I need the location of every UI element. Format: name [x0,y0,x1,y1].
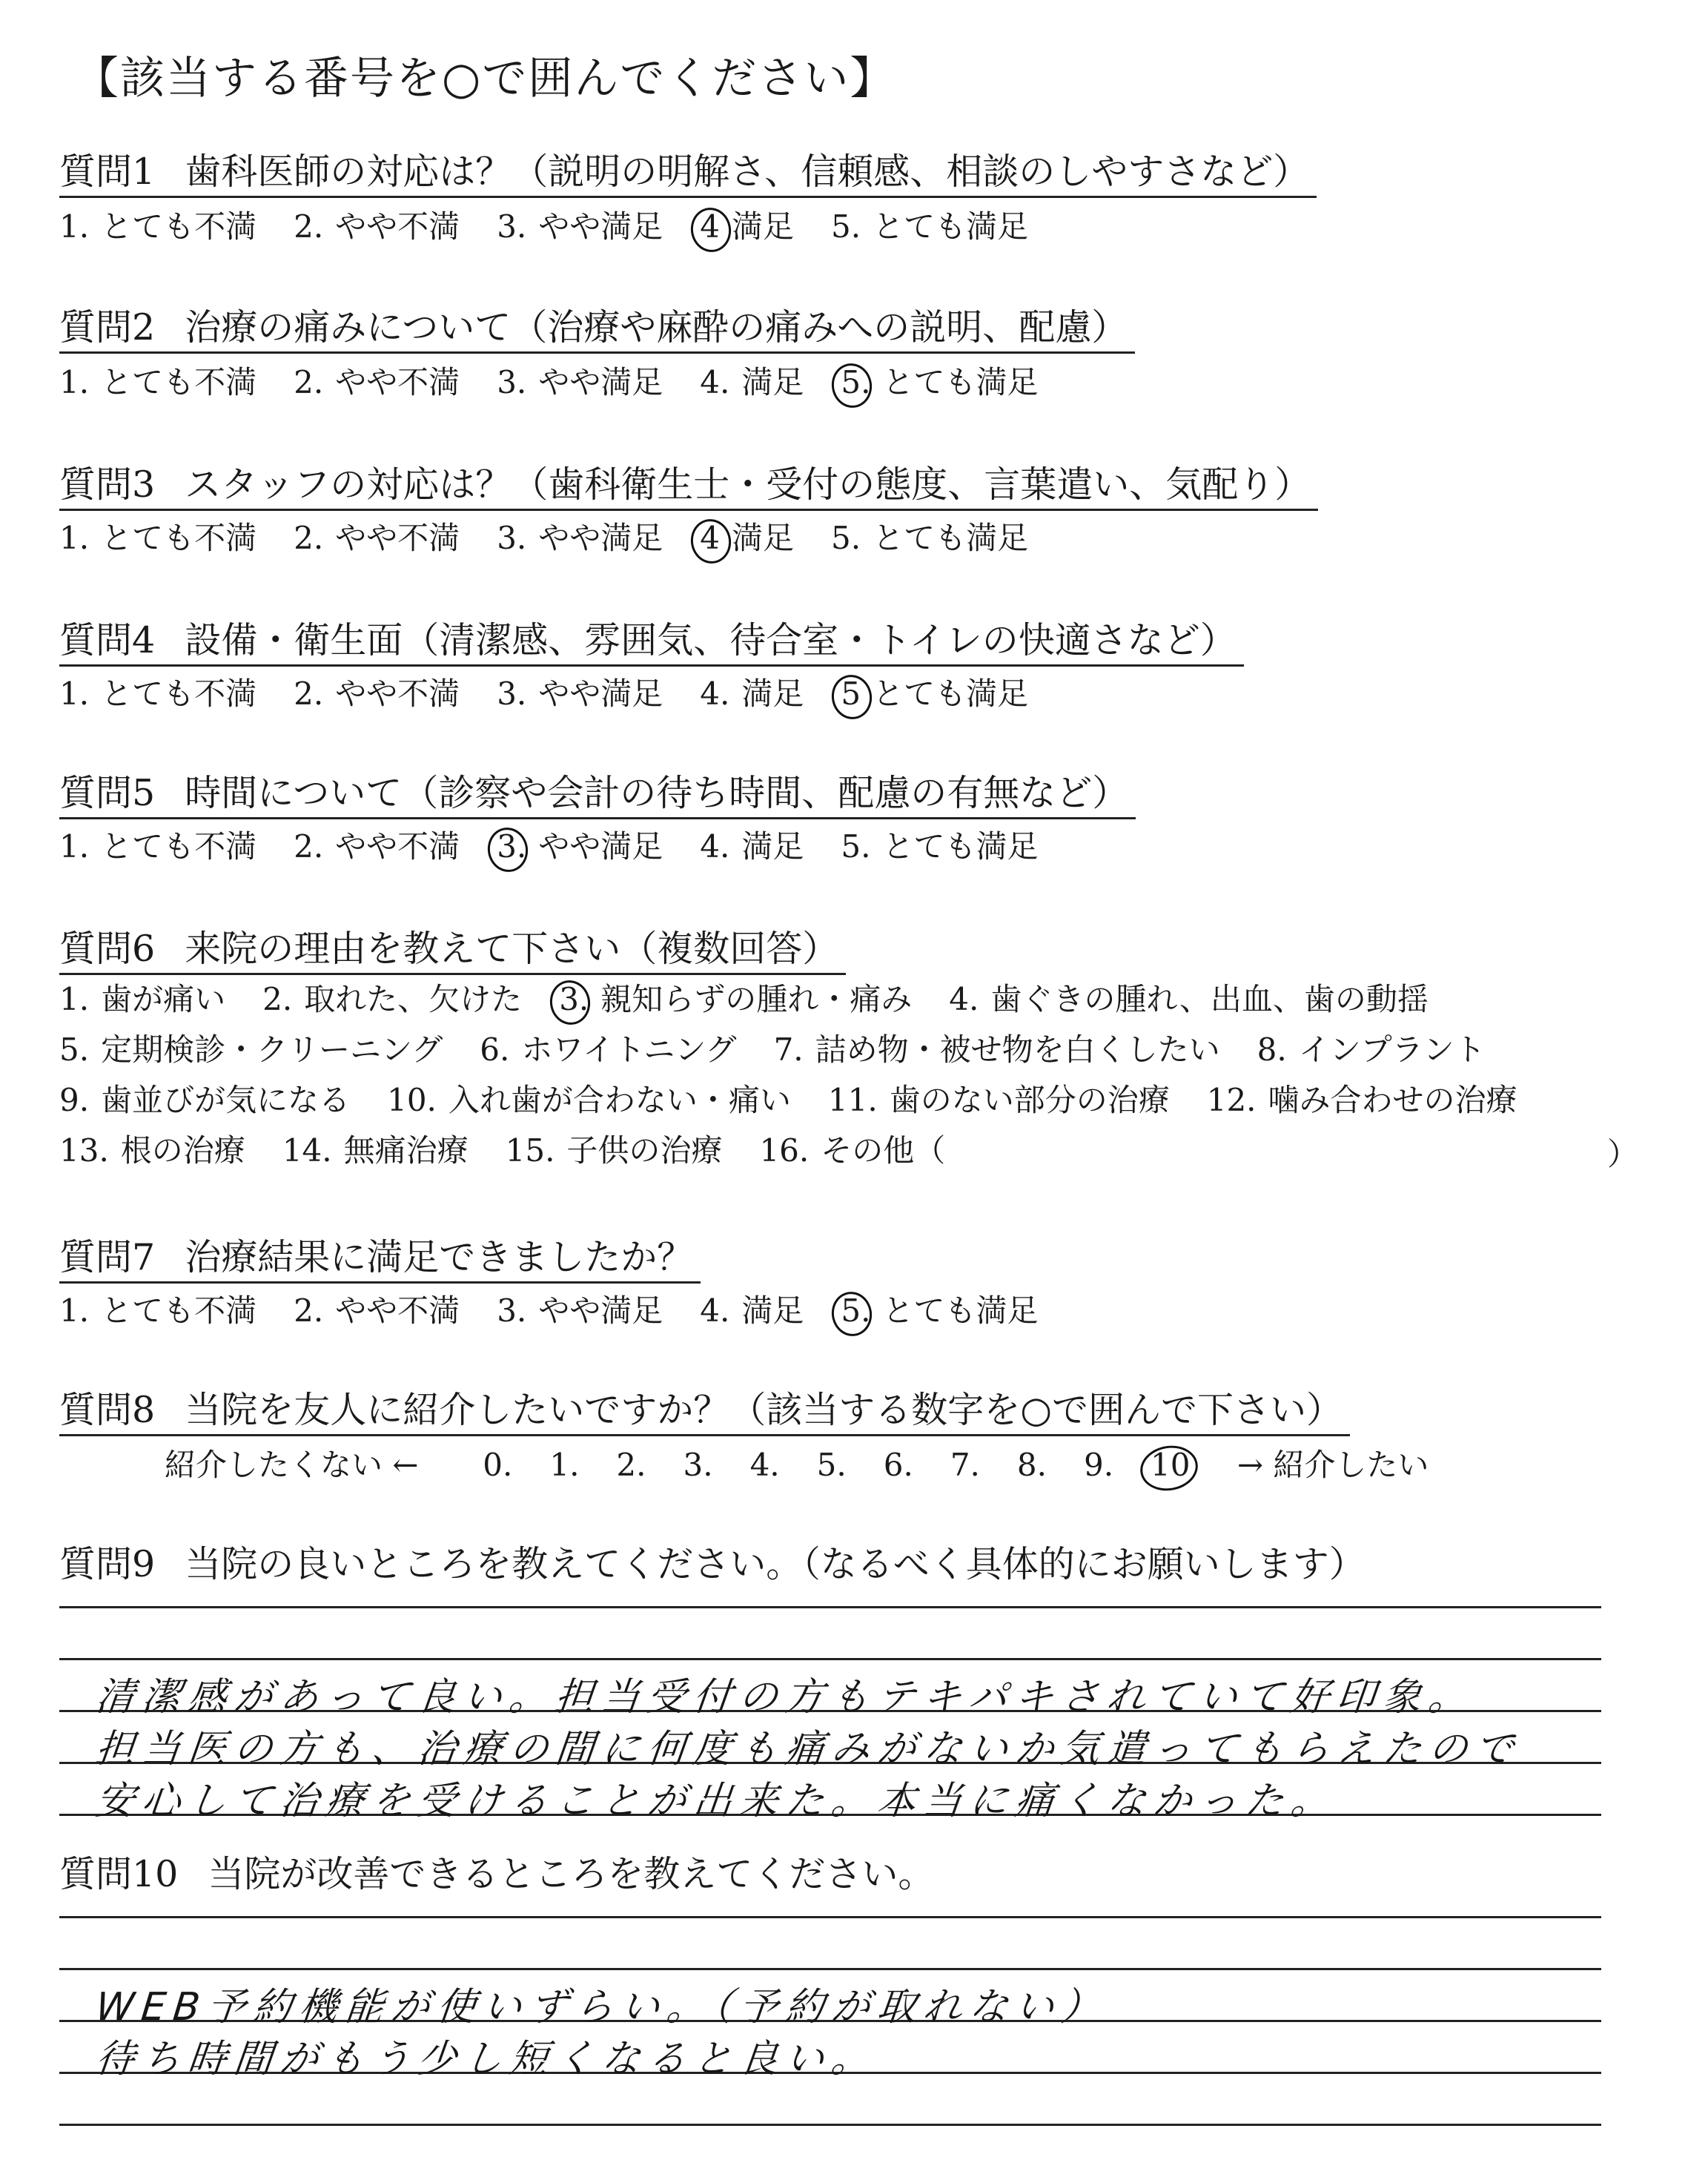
question-number: 質問5 [59,772,156,814]
answer-option [774,1029,1220,1071]
answer-option [831,206,1028,248]
option-number: 4. [700,364,730,400]
option-label: やや満足 [538,1292,663,1329]
option-label: とても不満 [101,676,257,712]
option-label: とても満足 [882,1292,1039,1329]
option-label: とても不満 [101,828,257,865]
option-label: ホワイトニング [521,1031,737,1068]
option-number: 4. [700,1292,730,1329]
option-number: 2. [294,520,324,556]
option-label: 親知らずの腫れ・痛み [600,981,913,1017]
question-3-options [59,518,1065,559]
handwritten-answer-line: WEB予約機能が使いずらい。（予約が取れない） [93,1985,1110,2029]
question-1-options [59,206,1065,248]
scale-left-label: 紹介したくない ← [165,1447,419,1483]
option-number: 4. [949,981,979,1017]
option-number: 5. [841,828,871,865]
option-number: 3. [497,1292,527,1329]
option-number: 2. [262,981,293,1017]
question-1-heading [59,148,1317,198]
answer-option [506,1130,723,1172]
question-6-options-row [59,979,1466,1020]
handwritten-answer-line: 清潔感があって良い。担当受付の方もテキパキされていて好印象。 [93,1675,1477,1720]
option-label: やや不満 [335,676,460,712]
answer-option [497,1290,663,1332]
answer-option [59,1290,256,1332]
option-label: 子供の治療 [566,1132,723,1169]
handwritten-answer-line: 安心して治療を受けることが出来た。本当に痛くなかった。 [93,1779,1340,1823]
answer-option [59,362,256,403]
answer-option [700,826,804,868]
option-number-circled: 4 [700,518,720,559]
recommend-scale [165,1444,1429,1486]
answer-option [700,673,804,715]
option-label: 根の治療 [120,1132,245,1169]
question-4-options [59,673,1065,715]
answer-option [59,673,256,715]
option-number: 1. [59,520,90,556]
scale-value: 1. [549,1447,580,1483]
answer-option [294,206,460,248]
scale-value: 4. [749,1447,780,1483]
option-label: とても満足 [882,828,1039,865]
option-label: 満足 [732,208,795,245]
scale-value: 2. [616,1447,646,1483]
option-label: 歯のない部分の治療 [889,1082,1170,1118]
option-number: 12. [1206,1082,1257,1118]
question-6-heading [59,925,846,975]
option-label: 歯ぐきの腫れ、出血、歯の動揺 [990,981,1429,1017]
option-label: とても不満 [101,1292,257,1329]
scale-value: 8. [1016,1447,1047,1483]
scale-value: 0. [483,1447,513,1483]
answer-option [282,1130,469,1172]
question-10-heading [59,1851,941,1898]
option-number: 1. [59,208,90,245]
answer-option [294,826,460,868]
option-number: 6. [480,1031,510,1068]
question-number: 質問7 [59,1236,156,1278]
scale-value: 9. [1083,1447,1114,1483]
question-7-heading [59,1234,701,1284]
question-text: 設備・衛生面（清潔感、雰囲気、待合室・トイレの快適さなど） [185,619,1237,661]
answer-option [294,362,460,403]
answer-option [59,206,256,248]
question-number: 質問10 [59,1853,179,1895]
option-number: 14. [282,1132,332,1169]
answer-option [480,1029,736,1071]
answer-option [949,979,1429,1020]
question-number: 質問4 [59,619,156,661]
answer-option [294,518,460,559]
question-text: 治療の痛みについて（治療や麻酔の痛みへの説明、配慮） [185,306,1128,349]
answer-option [841,1290,1038,1332]
answer-option [700,206,794,248]
answer-option [700,1290,804,1332]
question-2-options [59,362,1075,403]
answer-option [841,673,1028,715]
option-number-circled: 3. [559,979,589,1020]
option-number: 2. [294,676,324,712]
answer-option [294,673,460,715]
option-label: 満足 [741,364,804,400]
answer-option [700,362,804,403]
option-label: やや満足 [538,828,663,865]
option-number: 2. [294,208,324,245]
answer-option [497,826,663,868]
option-label: やや不満 [335,828,460,865]
option-number: 13. [59,1132,109,1169]
question-number: 質問6 [59,928,156,970]
answer-option [831,518,1028,559]
answer-line [59,1916,1601,1918]
option-label: 無痛治療 [343,1132,469,1169]
answer-option [59,518,256,559]
option-label: 歯並びが気になる [101,1082,351,1118]
answer-option [828,1080,1170,1121]
option-number: 4. [700,828,730,865]
handwritten-answer-line: 待ち時間がもう少し短くなると良い。 [93,2037,880,2081]
option-label: やや不満 [335,1292,460,1329]
scale-value-circled: 10 [1151,1444,1190,1486]
option-label: とても満足 [873,208,1029,245]
scale-right-label: → 紹介したい [1237,1447,1429,1483]
option-number: 15. [505,1132,555,1169]
option-number: 7. [773,1031,804,1068]
scale-value: 7. [950,1447,980,1483]
option-label: やや満足 [538,208,663,245]
handwritten-answer-line: 担当医の方も、治療の間に何度も痛みがないか気遣ってもらえたので [93,1727,1523,1771]
option-number: 2. [294,1292,324,1329]
option-number-circled: 5. [841,362,870,403]
question-text: 当院が改善できるところを教えてください。 [208,1853,935,1895]
option-number: 1. [59,981,90,1017]
scale-value: 5. [816,1447,847,1483]
page-title: 【該当する番号を○で囲んでください】 [74,53,896,105]
option-label: 入れ歯が合わない・痛い [448,1082,791,1118]
question-5-options [59,826,1075,868]
answer-option [759,1130,945,1172]
option-label: 取れた、欠けた [304,981,523,1017]
answer-option [59,1029,443,1071]
option-label: やや満足 [538,520,663,556]
answer-option [700,518,794,559]
option-number: 5. [831,520,861,556]
question-text: スタッフの対応は？（歯科衛生士・受付の態度、言葉遣い、気配り） [185,463,1311,506]
option-number: 8. [1257,1031,1287,1068]
option-number: 1. [59,364,90,400]
answer-option [559,979,912,1020]
option-label: 満足 [732,520,795,556]
answer-option [59,1130,245,1172]
question-text: 治療結果に満足できましたか？ [185,1236,694,1278]
question-6-options-row [59,1080,1555,1121]
option-label: 満足 [741,828,804,865]
option-label: 定期検診・クリーニング [101,1031,443,1068]
option-label: とても不満 [101,364,257,400]
option-number: 5. [59,1031,90,1068]
option-label: やや不満 [335,520,460,556]
option-number: 5. [831,208,861,245]
question-number: 質問8 [59,1389,156,1431]
scale-value: 6. [883,1447,913,1483]
option-label: 噛み合わせの治療 [1268,1082,1517,1118]
option-number: 9. [59,1082,90,1118]
option-label: 満足 [741,676,804,712]
question-number: 質問2 [59,306,156,349]
question-text: 当院の良いところを教えてください。（なるべく具体的にお願いします） [185,1543,1366,1585]
answer-option [1257,1029,1486,1071]
question-text: 当院を友人に紹介したいですか？（該当する数字を○で囲んで下さい） [185,1389,1343,1431]
answer-option [497,206,663,248]
question-3-heading [59,461,1318,511]
question-7-options [59,1290,1075,1332]
option-number: 10. [387,1082,437,1118]
scale-value: 3. [683,1447,713,1483]
answer-option [497,362,663,403]
option-label: やや満足 [538,364,663,400]
question-text: 来院の理由を教えて下さい（複数回答） [185,928,839,970]
option-number: 3. [497,520,527,556]
answer-option [59,826,256,868]
option-number: 3. [497,676,527,712]
option-label: とても満足 [882,364,1039,400]
option-number-circled: 5. [841,1290,870,1332]
option-label: 満足 [741,1292,804,1329]
option-number-circled: 3. [497,826,526,868]
option-label: とても満足 [873,520,1029,556]
question-number: 質問3 [59,463,156,506]
option-number-circled: 5 [841,673,861,715]
question-6-options-row [59,1029,1523,1071]
answer-option [59,1080,350,1121]
option-number: 1. [59,828,90,865]
option-label: やや不満 [335,208,460,245]
answer-option [497,673,663,715]
question-number: 質問9 [59,1543,156,1585]
option-number-circled: 4 [700,206,720,248]
answer-line [59,1606,1601,1608]
option-number: 3. [497,364,527,400]
option-label: とても不満 [101,520,257,556]
other-paren-close: ） [1607,1136,1639,1172]
answer-option [497,518,663,559]
option-number: 4. [700,676,730,712]
option-number: 1. [59,1292,90,1329]
answer-option [387,1080,791,1121]
option-label: その他（ [821,1132,946,1169]
question-8-heading [59,1387,1350,1436]
option-label: 詰め物・被せ物を白くしたい [815,1031,1220,1068]
answer-line [59,1968,1601,1970]
option-number: 11. [827,1082,878,1118]
answer-line [59,2124,1601,2126]
question-5-heading [59,770,1136,819]
question-text: 歯科医師の対応は？（説明の明解さ、信頼感、相談のしやすさなど） [185,151,1310,193]
answer-option [59,979,225,1020]
option-number: 2. [294,364,324,400]
answer-option [841,362,1038,403]
option-number: 3. [497,208,527,245]
question-9-heading [59,1541,1373,1588]
option-number: 2. [294,828,324,865]
option-label: とても満足 [873,676,1029,712]
option-label: 歯が痛い [101,981,226,1017]
option-number: 16. [759,1132,810,1169]
answer-option [294,1290,460,1332]
answer-line [59,1658,1601,1660]
answer-option [1207,1080,1517,1121]
option-number: 1. [59,676,90,712]
option-label: とても不満 [101,208,257,245]
answer-option [841,826,1038,868]
question-text: 時間について（診察や会計の待ち時間、配慮の有無など） [185,772,1129,814]
option-label: やや満足 [538,676,663,712]
question-number: 質問1 [59,151,156,193]
question-4-heading [59,617,1244,667]
option-label: やや不満 [335,364,460,400]
question-6-options-row [59,1130,982,1172]
option-label: インプラント [1298,1031,1486,1068]
question-2-heading [59,304,1135,354]
answer-option [262,979,522,1020]
